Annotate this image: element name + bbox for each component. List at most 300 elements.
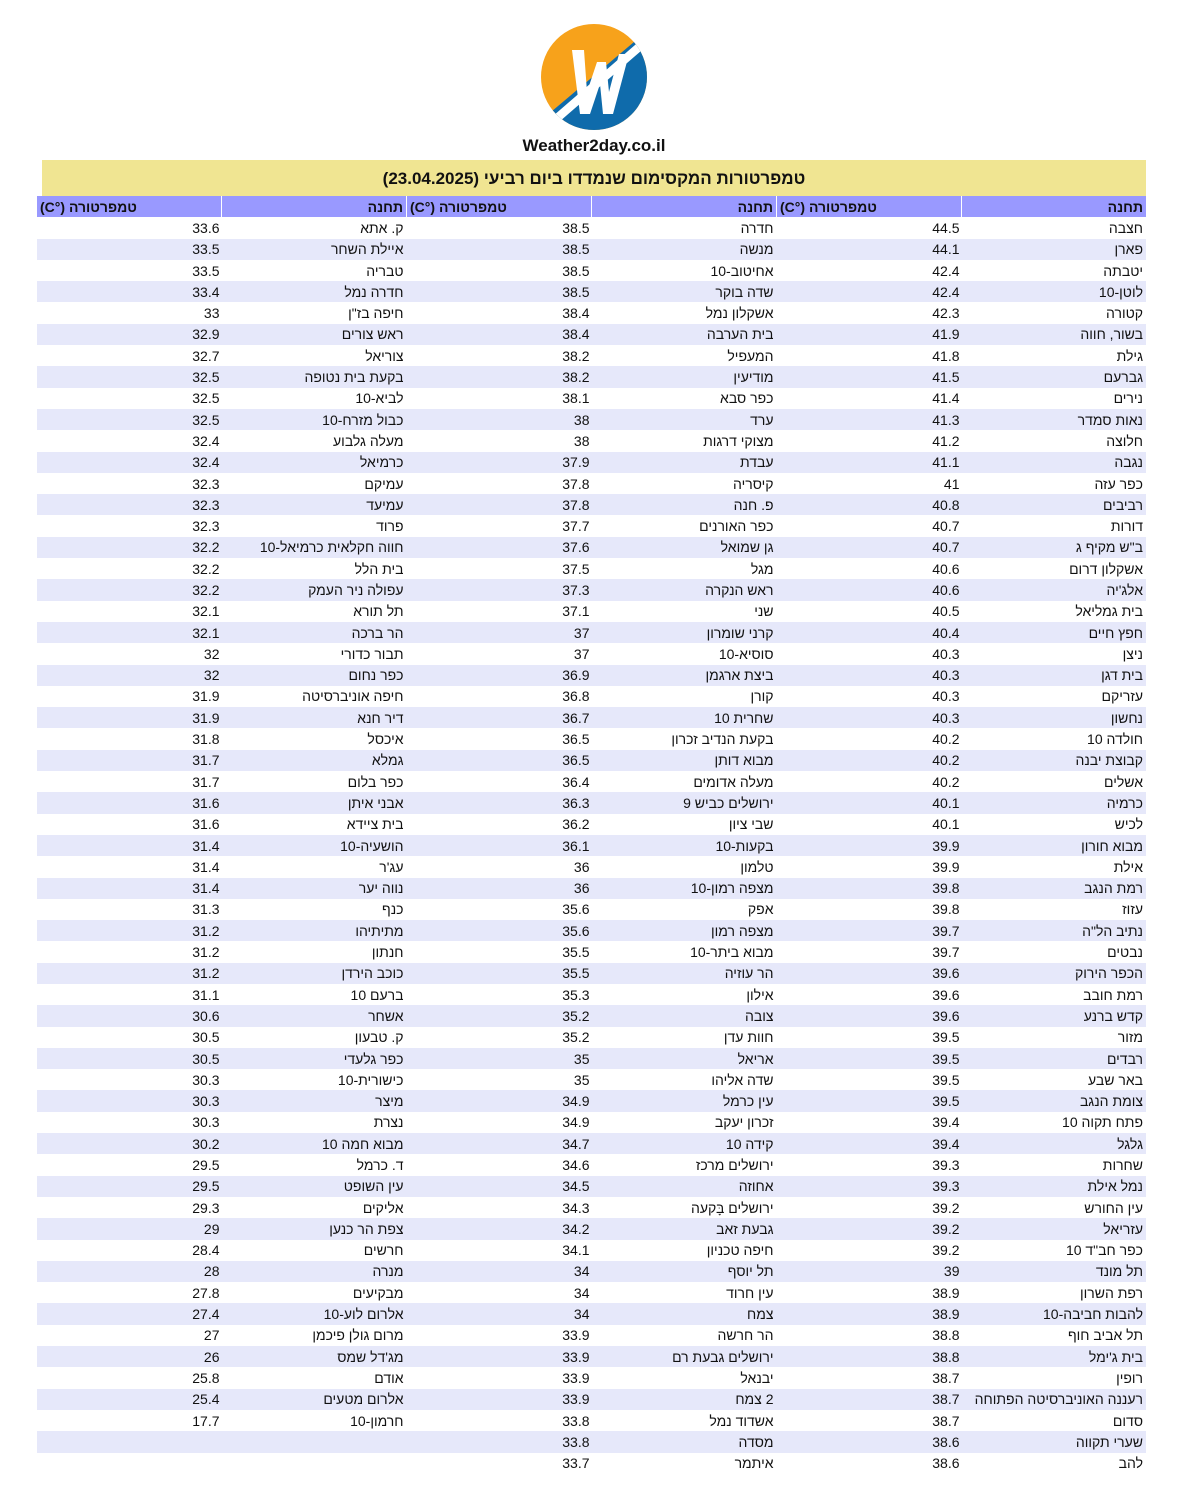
station-name: נמל אילת <box>962 1176 1147 1197</box>
station-temp: 36 <box>573 858 590 875</box>
station-temp: 28 <box>37 1261 222 1282</box>
station-name: אחיטוב-10 <box>710 262 774 279</box>
station-temp: 38.4 <box>407 324 592 345</box>
table-header-row <box>37 196 1147 217</box>
station-name: מצפה רמון-10 <box>592 878 777 899</box>
station-temp: 40.1 <box>777 792 962 813</box>
station-name: נירים <box>1113 390 1143 407</box>
station-name: סוסיא-10 <box>718 645 774 662</box>
station-name: עין החורש <box>1084 1199 1143 1216</box>
station-temp: 34.9 <box>407 1090 592 1111</box>
station-temp: 38.9 <box>932 1284 960 1301</box>
station-temp: 35 <box>573 1071 590 1088</box>
station-temp: 40.7 <box>932 518 960 535</box>
table-row <box>37 1389 1147 1410</box>
station-name: קורן <box>750 688 774 705</box>
station-name: אילת <box>1113 858 1143 875</box>
station-temp: 34 <box>407 1261 592 1282</box>
station-temp: 32.7 <box>192 347 220 364</box>
table-row <box>37 1325 1147 1346</box>
station-temp: 37.9 <box>407 452 592 473</box>
station-temp: 42.4 <box>932 262 960 279</box>
station-name: הר ברכה <box>222 622 407 643</box>
station-name: עבדת <box>592 452 777 473</box>
station-name: נצרת <box>373 1114 404 1131</box>
station-temp: 36.3 <box>407 792 592 813</box>
station-name: חנתון <box>371 944 404 961</box>
station-name: נבטים <box>1107 944 1143 961</box>
station-name: עזוז <box>1122 901 1143 918</box>
table-row <box>37 409 1147 430</box>
station-name: כנף <box>381 901 404 918</box>
station-name: חדרה נמל <box>222 281 407 302</box>
table-row <box>37 1453 1147 1474</box>
station-temp: 30.5 <box>37 1048 222 1069</box>
station-temp: 30.5 <box>192 1029 220 1046</box>
station-temp: 31.7 <box>192 773 220 790</box>
station-temp: 31.1 <box>192 986 220 1003</box>
temperature-table <box>36 196 1146 1474</box>
station-temp: 29.5 <box>37 1176 222 1197</box>
station-temp: 37 <box>407 622 592 643</box>
station-temp: 33.5 <box>192 262 220 279</box>
station-name: בקעת בית נטופה <box>222 366 407 387</box>
station-name: איילת השחר <box>222 239 407 260</box>
table-row <box>37 217 1147 238</box>
station-name: דורות <box>1110 518 1143 535</box>
header-station-2: תחנה <box>592 196 777 217</box>
station-temp: 39.6 <box>777 963 962 984</box>
station-name: מבוא דותן <box>592 750 777 771</box>
station-temp: 38.4 <box>562 305 590 322</box>
station-temp: 34.7 <box>407 1133 592 1154</box>
table-row <box>37 452 1147 473</box>
station-temp: 39.7 <box>777 920 962 941</box>
station-name: רעננה האוניברסיטה הפתוחה <box>962 1389 1147 1410</box>
station-name: כרמיה <box>962 792 1147 813</box>
station-temp: 38.8 <box>777 1346 962 1367</box>
station-name: טבריה <box>366 262 404 279</box>
table-row <box>37 558 1147 579</box>
station-name: צומת הנגב <box>962 1090 1147 1111</box>
station-temp: 41.9 <box>777 324 962 345</box>
table-row <box>37 686 1147 707</box>
station-temp: 32.9 <box>37 324 222 345</box>
station-name: קדש ברנע <box>962 1005 1147 1026</box>
station-temp: 31.4 <box>37 878 222 899</box>
station-temp: 38.2 <box>562 347 590 364</box>
station-temp: 31.4 <box>37 835 222 856</box>
station-name: מבקיעים <box>352 1284 404 1301</box>
station-temp: 41.2 <box>932 432 960 449</box>
table-row <box>37 1261 1147 1282</box>
station-name: שני <box>754 603 774 620</box>
station-temp: 35.2 <box>562 1029 590 1046</box>
station-name: גברעם <box>962 366 1147 387</box>
station-temp: 37.6 <box>407 537 592 558</box>
station-temp: 41.1 <box>777 452 962 473</box>
station-name: זכרון יעקב <box>714 1114 774 1131</box>
station-temp: 31.2 <box>192 944 220 961</box>
station-name: ראש הנקרה <box>592 579 777 600</box>
station-name: מבוא חמה 10 <box>222 1133 407 1154</box>
station-temp: 39.5 <box>932 1029 960 1046</box>
table-row <box>37 792 1147 813</box>
station-temp: 36.8 <box>562 688 590 705</box>
table-row <box>37 963 1147 984</box>
station-name: חיפה אוניברסיטה <box>302 688 404 705</box>
station-name: מעלה אדומים <box>693 773 774 790</box>
station-name: מבוא חורון <box>962 835 1147 856</box>
station-name: קטורה <box>1106 305 1143 322</box>
station-name: נאות סמדר <box>962 409 1147 430</box>
station-name: לכיש <box>1114 816 1143 833</box>
station-name: חצבה <box>1108 219 1143 236</box>
station-temp: 40.3 <box>932 645 960 662</box>
station-name: שדה אליהו <box>711 1071 774 1088</box>
station-name: שחרות <box>1102 1157 1143 1173</box>
table-row <box>37 1197 1147 1218</box>
station-name: מעלה גלבוע <box>333 432 404 449</box>
station-name: אשלים <box>1104 773 1143 790</box>
station-name: שערי תקווה <box>962 1431 1147 1452</box>
station-name: אשדוד נמל <box>709 1412 774 1429</box>
station-name: חדרה <box>740 219 774 236</box>
station-temp: 32.2 <box>192 560 220 577</box>
table-row <box>37 728 1147 749</box>
table-row <box>37 1005 1147 1026</box>
station-temp: 31.4 <box>192 858 220 875</box>
table-row <box>37 941 1147 962</box>
station-name: כוכב הירדן <box>222 963 407 984</box>
station-name: נגבה <box>962 452 1147 473</box>
station-name: מנשה <box>592 239 777 260</box>
station-name: רמת חובב <box>1083 986 1143 1003</box>
station-temp: 32.5 <box>192 390 220 407</box>
station-temp: 34.9 <box>562 1114 590 1131</box>
station-temp: 32.5 <box>37 366 222 387</box>
station-name: גילת <box>1116 347 1143 364</box>
station-name: דיר חנא <box>222 707 407 728</box>
table-row <box>37 1133 1147 1154</box>
station-name: יטבתה <box>1103 262 1143 279</box>
table-row <box>37 1176 1147 1197</box>
station-name: רביבים <box>962 494 1147 515</box>
station-temp: 44.1 <box>777 239 962 260</box>
station-temp: 29.3 <box>192 1199 220 1216</box>
station-temp: 34 <box>407 1303 592 1324</box>
station-temp: 32.2 <box>37 579 222 600</box>
station-name: ברעם 10 <box>350 986 404 1003</box>
station-name: כפר עזה <box>1094 475 1143 492</box>
station-temp: 39.3 <box>932 1157 960 1173</box>
station-name: פרוד <box>376 518 404 535</box>
table-row <box>37 856 1147 877</box>
station-temp: 30.6 <box>37 1005 222 1026</box>
station-name: אלרום מטעים <box>222 1389 407 1410</box>
station-name: בשור, חווה <box>962 324 1147 345</box>
station-temp: 37.8 <box>562 475 590 492</box>
station-temp: 38 <box>573 432 590 449</box>
station-name: חיפה טכניון <box>706 1242 774 1259</box>
station-name: חלוצה <box>1106 432 1143 449</box>
station-temp: 39.9 <box>932 858 960 875</box>
station-name: כבול מזרח-10 <box>222 409 407 430</box>
station-name: הר חרשה <box>717 1327 774 1344</box>
station-name: עין השופט <box>222 1176 407 1197</box>
table-row <box>37 643 1147 664</box>
station-name: המעפיל <box>727 347 774 364</box>
station-name: סדום <box>1112 1412 1143 1429</box>
site-name: Weather2day.co.il <box>522 136 666 155</box>
station-name: רמת הנגב <box>962 878 1147 899</box>
station-name: להב <box>1118 1455 1143 1472</box>
station-temp: 34.2 <box>407 1218 592 1239</box>
station-temp: 32.3 <box>192 518 220 535</box>
station-temp: 27.4 <box>37 1303 222 1324</box>
station-name: לביא-10 <box>355 390 404 407</box>
station-name: כפר חב"ד 10 <box>1065 1242 1143 1259</box>
table-row <box>37 1027 1147 1048</box>
header-station-3: תחנה <box>222 196 407 217</box>
station-temp: 38.5 <box>407 239 592 260</box>
table-row <box>37 1112 1147 1133</box>
station-temp: 33.7 <box>562 1455 590 1472</box>
table-row <box>37 345 1147 366</box>
station-name: הר עוזיה <box>592 963 777 984</box>
station-temp: 38.7 <box>777 1389 962 1410</box>
station-name: בקעות-10 <box>592 835 777 856</box>
station-temp: 27.8 <box>192 1284 220 1301</box>
station-temp: 37.7 <box>562 518 590 535</box>
station-temp: 41.3 <box>777 409 962 430</box>
station-temp: 32.5 <box>37 409 222 430</box>
station-name: גן שמואל <box>592 537 777 558</box>
station-temp: 26 <box>37 1346 222 1367</box>
station-temp: 33.8 <box>407 1431 592 1452</box>
station-temp: 29 <box>37 1218 222 1239</box>
station-name: רפת השרון <box>1079 1284 1143 1301</box>
station-temp: 31.3 <box>192 901 220 918</box>
station-name: ירושלים גבעת רם <box>592 1346 777 1367</box>
station-name: גבעת זאב <box>592 1218 777 1239</box>
station-name: בית הלל <box>354 560 404 577</box>
station-temp: 40.5 <box>932 603 960 620</box>
table-row <box>37 1090 1147 1111</box>
station-name: חפץ חיים <box>962 622 1147 643</box>
station-name: עין כרמל <box>592 1090 777 1111</box>
station-name: אשקלון נמל <box>705 305 774 322</box>
station-name: ביצת ארגמן <box>592 665 777 686</box>
station-name: אודם <box>374 1369 404 1386</box>
station-name: מצוקי דרגות <box>703 432 774 449</box>
station-temp: 36 <box>407 878 592 899</box>
station-temp: 37.3 <box>407 579 592 600</box>
station-temp: 34.5 <box>407 1176 592 1197</box>
station-name: עזריקם <box>1101 688 1143 705</box>
table-row <box>37 473 1147 494</box>
table-row <box>37 1282 1147 1303</box>
table-row <box>37 601 1147 622</box>
station-name: מסדה <box>592 1431 777 1452</box>
station-temp: 40.8 <box>777 494 962 515</box>
station-name: אשחר <box>222 1005 407 1026</box>
station-name: קרני שומרון <box>592 622 777 643</box>
station-temp: 32.1 <box>192 603 220 620</box>
table-row <box>37 707 1147 728</box>
station-name: פתח תקוה 10 <box>1062 1114 1143 1131</box>
site-logo <box>0 22 1188 156</box>
table-row <box>37 1303 1147 1324</box>
station-temp: 25.8 <box>192 1369 220 1386</box>
station-name: חיפה בז"ן <box>348 305 404 322</box>
station-temp: 36.4 <box>562 773 590 790</box>
station-name: צפת הר כנען <box>222 1218 407 1239</box>
station-temp: 32.3 <box>192 475 220 492</box>
station-name: להבות חביבה-10 <box>962 1303 1147 1324</box>
station-temp: 39.8 <box>777 878 962 899</box>
station-temp: 44.5 <box>932 219 960 236</box>
table-row <box>37 835 1147 856</box>
station-temp: 30.3 <box>192 1071 220 1088</box>
station-temp: 40.2 <box>777 750 962 771</box>
station-name: ק. טבעון <box>354 1029 404 1046</box>
station-temp <box>37 1453 222 1474</box>
station-temp: 31.2 <box>37 963 222 984</box>
station-name: ירושלים מרכז <box>695 1157 774 1173</box>
station-name: כרמיאל <box>222 452 407 473</box>
station-temp: 35 <box>407 1048 592 1069</box>
station-temp: 34.1 <box>562 1242 590 1259</box>
station-temp: 36.7 <box>407 707 592 728</box>
station-temp: 39.5 <box>777 1048 962 1069</box>
station-temp: 33.8 <box>562 1412 590 1429</box>
station-temp: 39 <box>777 1261 962 1282</box>
station-temp: 38.9 <box>777 1303 962 1324</box>
station-temp: 40.2 <box>932 773 960 790</box>
station-temp: 35.2 <box>407 1005 592 1026</box>
table-row <box>37 1154 1147 1175</box>
station-name: ק. אתא <box>360 219 404 236</box>
station-temp: 38.6 <box>777 1431 962 1452</box>
table-row <box>37 1240 1147 1261</box>
station-temp: 40.1 <box>932 816 960 833</box>
station-name: נחשון <box>962 707 1147 728</box>
station-temp: 38.8 <box>932 1327 960 1344</box>
station-temp: 32.3 <box>37 494 222 515</box>
station-name: ראש צורים <box>222 324 407 345</box>
station-temp: 33.9 <box>562 1369 590 1386</box>
table-row <box>37 899 1147 920</box>
station-name: עפולה ניר העמק <box>222 579 407 600</box>
station-name: ב"ש מקיף ג <box>962 537 1147 558</box>
station-temp: 40.2 <box>932 731 960 748</box>
station-name: גמלא <box>222 750 407 771</box>
station-name: כפר בלום <box>347 773 404 790</box>
station-temp: 34.3 <box>562 1199 590 1216</box>
station-temp: 31.7 <box>37 750 222 771</box>
station-temp: 38.6 <box>932 1455 960 1472</box>
station-name: בית הערבה <box>592 324 777 345</box>
header-station-1: תחנה <box>962 196 1147 217</box>
station-temp: 39.7 <box>932 944 960 961</box>
station-name: תל מונד <box>962 1261 1147 1282</box>
station-temp: 33.9 <box>562 1327 590 1344</box>
station-name: מגל <box>750 560 774 577</box>
table-row <box>37 430 1147 451</box>
station-temp: 32 <box>37 665 222 686</box>
table-row <box>37 878 1147 899</box>
station-name: מצפה רמון <box>592 920 777 941</box>
station-name: צמח <box>592 1303 777 1324</box>
station-temp: 41.5 <box>777 366 962 387</box>
table-row <box>37 260 1147 281</box>
station-name: ניצן <box>1122 645 1143 662</box>
station-temp: 37 <box>573 645 590 662</box>
table-row <box>37 920 1147 941</box>
station-name: רופין <box>1116 1369 1143 1386</box>
station-name: כפר נחום <box>222 665 407 686</box>
station-name: בית דגן <box>962 665 1147 686</box>
table-row <box>37 515 1147 536</box>
header-temp-3: טמפרטורה (°C) <box>37 196 222 217</box>
station-name: פארן <box>962 239 1147 260</box>
station-temp: 41.8 <box>932 347 960 364</box>
station-temp: 39.9 <box>777 835 962 856</box>
table-row <box>37 1048 1147 1069</box>
station-name: כפר גלעדי <box>222 1048 407 1069</box>
station-temp: 34.6 <box>562 1157 590 1173</box>
station-temp: 35.5 <box>407 963 592 984</box>
station-name: רבדים <box>962 1048 1147 1069</box>
station-temp: 36.2 <box>562 816 590 833</box>
station-name: חולדה 10 <box>1087 731 1143 748</box>
station-name: אילון <box>746 986 774 1003</box>
station-temp: 37.1 <box>562 603 590 620</box>
station-temp: 40.3 <box>777 707 962 728</box>
station-temp: 38.5 <box>407 281 592 302</box>
table-row <box>37 1346 1147 1367</box>
station-temp: 38.1 <box>562 390 590 407</box>
station-name: כפר האורנים <box>699 518 774 535</box>
station-temp: 33.9 <box>407 1346 592 1367</box>
station-name: נווה יער <box>222 878 407 899</box>
station-temp <box>37 1431 222 1452</box>
station-name: תל תורא <box>353 603 404 620</box>
station-name: כישורית-10 <box>337 1071 404 1088</box>
station-name: חוות עדן <box>723 1029 774 1046</box>
station-name <box>222 1453 407 1474</box>
station-temp: 42.4 <box>777 281 962 302</box>
station-temp: 25.4 <box>37 1389 222 1410</box>
table-row <box>37 366 1147 387</box>
report-title: טמפרטורות המקסימום שנמדדו ביום רביעי (23.04.2025) <box>42 160 1146 196</box>
station-temp: 41.4 <box>932 390 960 407</box>
station-temp: 39.6 <box>932 986 960 1003</box>
table-row <box>37 494 1147 515</box>
station-name: טלמון <box>740 858 774 875</box>
station-temp: 32.2 <box>37 537 222 558</box>
station-temp: 33.9 <box>407 1389 592 1410</box>
station-name: ירושלים בָּקעה <box>690 1199 774 1216</box>
station-temp: 33.6 <box>192 219 220 236</box>
station-temp: 34 <box>573 1284 590 1301</box>
table-row <box>37 579 1147 600</box>
station-temp: 40.4 <box>777 622 962 643</box>
station-name: תבור כדורי <box>340 645 404 662</box>
station-temp: 29.5 <box>192 1157 220 1173</box>
table-row <box>37 388 1147 409</box>
